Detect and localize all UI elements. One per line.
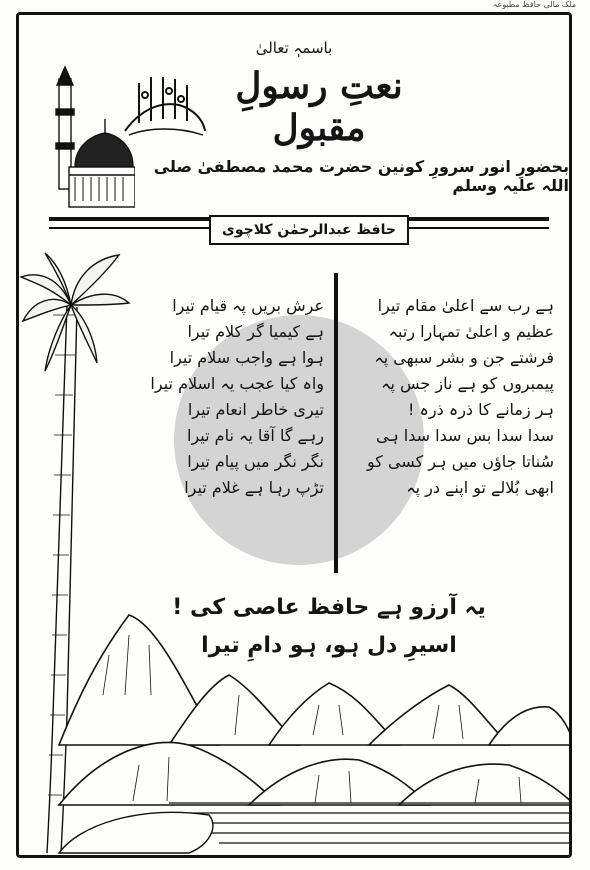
dedication-line: بحضورِ انور سرورِ کونین حضرت محمد مصطفیٰ صلی اللہ علیہ وسلم	[153, 157, 569, 195]
top-note: ملک مالی حافظ مطبوعہ	[492, 0, 576, 9]
poem-line: تیری خاطر انعام تیرا	[187, 400, 324, 419]
poem-left-column	[124, 293, 324, 501]
page-title: نعتِ رسولِ مقبول	[235, 65, 403, 149]
poem-line: ابھی بُلالے تو اپنے در پہ	[406, 478, 554, 497]
poem-line: فرشتے جن و بشر سبھی پہ	[374, 348, 554, 367]
poem-right-column	[354, 293, 554, 501]
poem-line: رہے گا آقا یہ نام تیرا	[187, 426, 324, 445]
poem-line: نگر نگر میں پیام تیرا	[187, 452, 324, 471]
poem-line: ہوا ہے واجب سلام تیرا	[169, 348, 324, 367]
poem-line: سدا سدا بس سدا سدا ہی	[376, 426, 554, 445]
poem-line: تڑپ رہا ہے غلام تیرا	[184, 478, 324, 497]
page-frame	[16, 12, 572, 858]
poem-line: ہے رب سے اعلیٰ مقام تیرا	[377, 296, 554, 315]
poem-line: عظیم و اعلیٰ تمہارا رتبہ	[388, 322, 554, 341]
lake	[169, 803, 572, 843]
poem-line: پیمبروں کو ہے ناز جس پہ	[381, 374, 554, 393]
column-divider	[334, 273, 338, 573]
poem-line: سُناتا جاؤں میں ہر کسی کو	[367, 452, 554, 471]
poem-line: ہر زمانے کا ذرہ ذرہ !	[408, 400, 554, 419]
poem-line: واہ کیا عجب یہ اسلام تیرا	[150, 374, 324, 393]
poem-line: ہے کیمیا گر کلام تیرا	[187, 322, 324, 341]
author-name: حافظ عبدالرحمٰن کلاچوی	[209, 215, 409, 245]
poem-line: عرش بریں پہ قیام تیرا	[172, 296, 324, 315]
bismillah: باسمہٖ تعالیٰ	[255, 39, 333, 57]
calligraphy-seal-icon	[119, 71, 209, 141]
shore-rock	[59, 812, 213, 853]
closing-line: اسیرِ دل ہو، ہو دامِ تیرا	[201, 633, 457, 658]
closing-line: یہ آرزو ہے حافظ عاصی کی !	[172, 595, 486, 620]
